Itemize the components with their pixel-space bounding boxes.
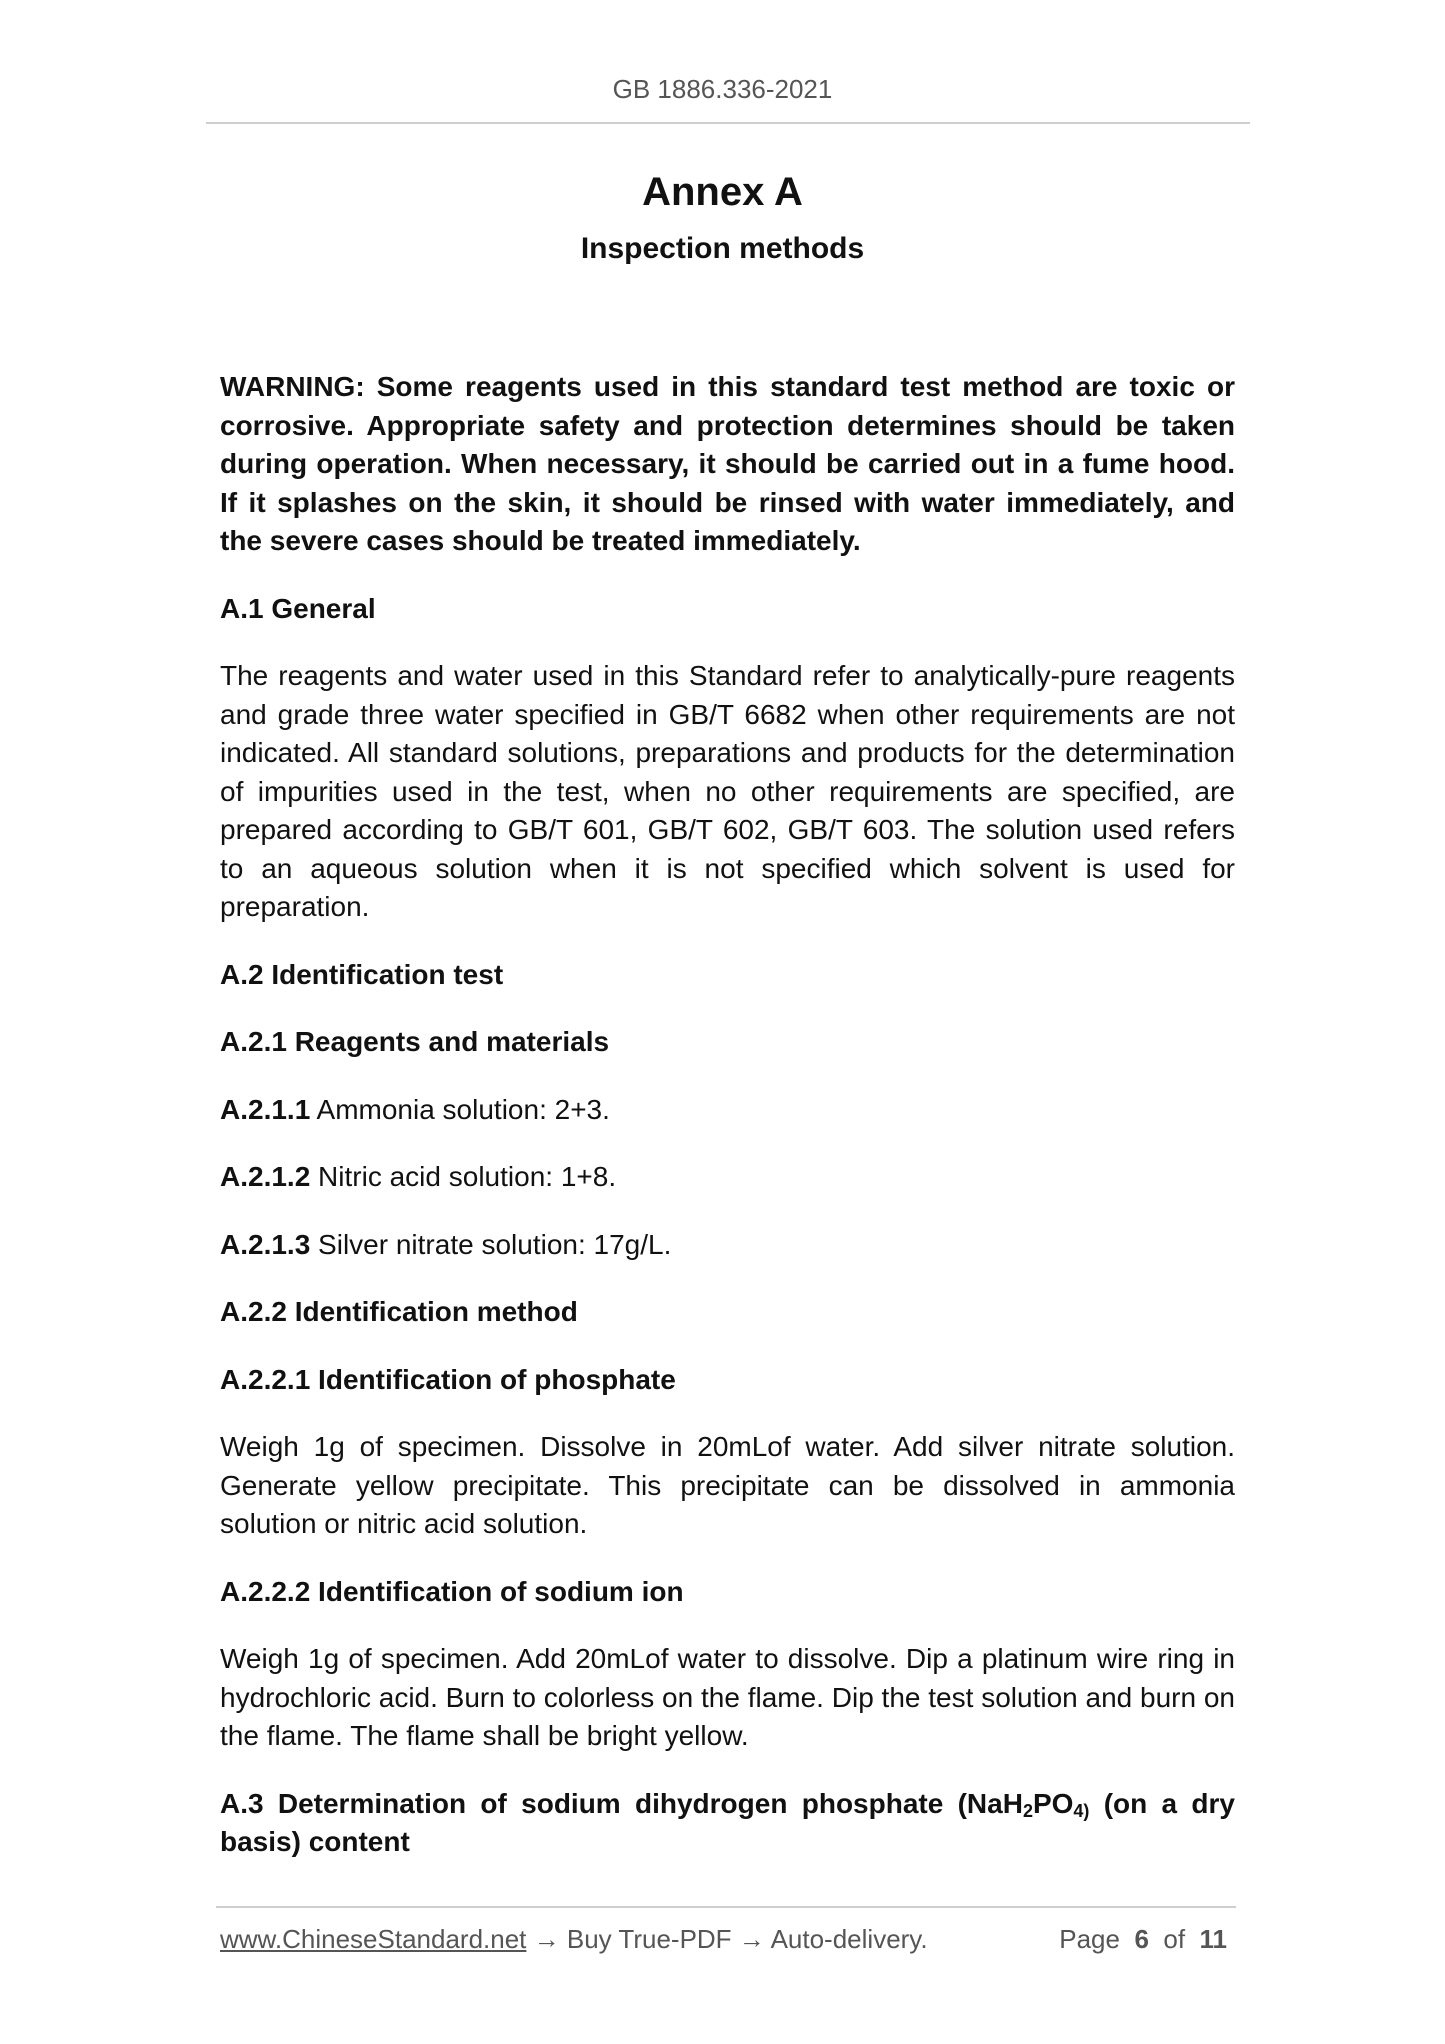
section-heading-a21: A.2.1 Reagents and materials — [220, 1026, 610, 1057]
section-text-a221: Weigh 1g of specimen. Dissolve in 20mLof water. Add silver nitrate solution. Generate yellow precipitate. This precipitate can be dissolved in ammonia solution or nitric acid solution. — [220, 1431, 1235, 1539]
item-number: A.2.1.1 — [220, 1093, 311, 1125]
section-heading-a221: A.2.2.1 Identification of phosphate — [220, 1363, 676, 1395]
section-heading-a3: A.3 Determination of sodium dihydrogen phosphate ($NaH_2PO_{4)}$ (on a dry basis) content — [220, 1787, 1236, 1857]
section-heading-a2: A.2 Identification test — [220, 958, 504, 990]
item-text: Ammonia solution: 2+3. — [310, 1093, 610, 1125]
current-page-number: 6 — [1134, 1924, 1149, 1954]
document-body — [220, 368, 1235, 1891]
section-text-a222: Weigh 1g of specimen. Add 20mLof water to dissolve. Dip a platinum wire ring in hydrochloric acid. Burn to colorless on the flame. Dip the test solution and burn on the flame. The flame shall be bright yellow. — [220, 1643, 1235, 1751]
header-divider — [206, 122, 1250, 124]
item-number: A.2.1.3 — [220, 1228, 311, 1260]
annex-title: Annex A — [642, 170, 803, 214]
website-link[interactable]: www.ChineseStandard.net — [220, 1924, 527, 1954]
annex-subtitle: Inspection methods — [580, 232, 865, 265]
page-footer — [220, 1924, 1235, 1955]
footer-promo-text: → Buy True-PDF → Auto-delivery. — [526, 1924, 928, 1954]
document-code-header: GB 1886.336-2021 — [612, 74, 833, 104]
section-heading-a22: A.2.2 Identification method — [220, 1296, 578, 1327]
section-text-a1: The reagents and water used in this Standard refer to analytically-pure reagents and grade three water specified in GB/T 6682 when other requirements are not indicated. All standard solutions, preparations and products for the determination of impurities used in the test, when no other requirements are specified, are prepared according to GB/T 601, GB/T 602, GB/T 603. The solution used refers to an aqueous solution when it is not specified which solvent is used for preparation. — [220, 660, 1235, 922]
page-indicator: Page 6 of 11 — [1059, 1924, 1227, 1954]
footer-divider — [216, 1906, 1236, 1908]
list-item-a212 — [220, 1158, 1235, 1197]
item-text: Silver nitrate solution: 17g/L. — [310, 1228, 672, 1260]
section-heading-a222: A.2.2.2 Identification of sodium ion — [220, 1575, 684, 1607]
item-number: A.2.1.2 — [220, 1161, 311, 1192]
total-pages-number: 11 — [1199, 1924, 1227, 1954]
warning-paragraph: WARNING: Some reagents used in this standard test method are toxic or corrosive. Appropriate safety and protection determines should be taken during operation. When necessary, it should be carried out in a fume hood. If it splashes on the skin, it should be rinsed with water immediately, and the severe cases should be treated immediately. — [220, 371, 1235, 556]
item-text: Nitric acid solution: 1+8. — [310, 1161, 617, 1192]
list-item-a211 — [220, 1091, 1235, 1130]
section-heading-a1: A.1 General — [220, 592, 376, 624]
list-item-a213 — [220, 1226, 1235, 1265]
